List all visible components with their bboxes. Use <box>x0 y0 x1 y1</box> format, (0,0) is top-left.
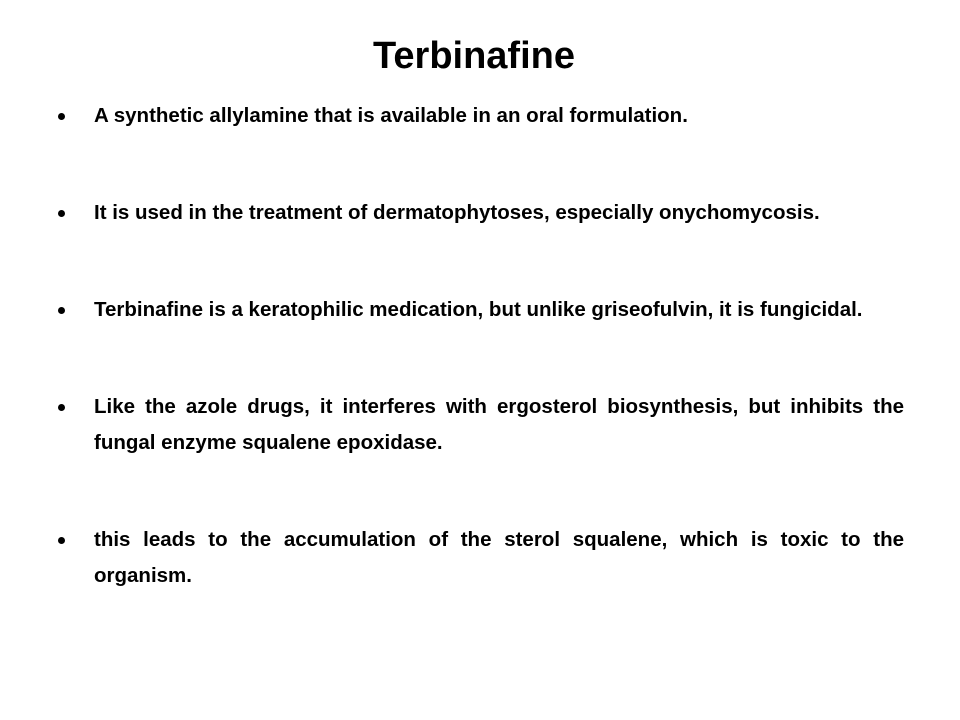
bullet-point-icon <box>58 404 65 411</box>
bullet-text: Like the azole drugs, it interferes with ergosterol biosynthesis, but inhibits the fungal enzyme squalene epoxidase. <box>94 395 904 454</box>
bullet-text: this leads to the accumulation of the sterol squalene, which is toxic to the organism. <box>94 528 904 587</box>
bullet-item <box>58 195 904 231</box>
bullet-list <box>58 98 904 655</box>
bullet-point-icon <box>58 113 65 120</box>
bullet-item <box>58 389 904 461</box>
bullet-item <box>58 292 904 328</box>
bullet-point-icon <box>58 210 65 217</box>
bullet-point-icon <box>58 537 65 544</box>
bullet-text: It is used in the treatment of dermatophytoses, especially onychomycosis. <box>94 201 820 224</box>
bullet-text: Terbinafine is a keratophilic medication, but unlike griseofulvin, it is fungicidal. <box>94 298 863 321</box>
slide-title: Terbinafine <box>373 35 575 77</box>
bullet-item <box>58 522 904 594</box>
bullet-item <box>58 98 904 134</box>
bullet-text: A synthetic allylamine that is available in an oral formulation. <box>94 104 688 127</box>
bullet-point-icon <box>58 307 65 314</box>
